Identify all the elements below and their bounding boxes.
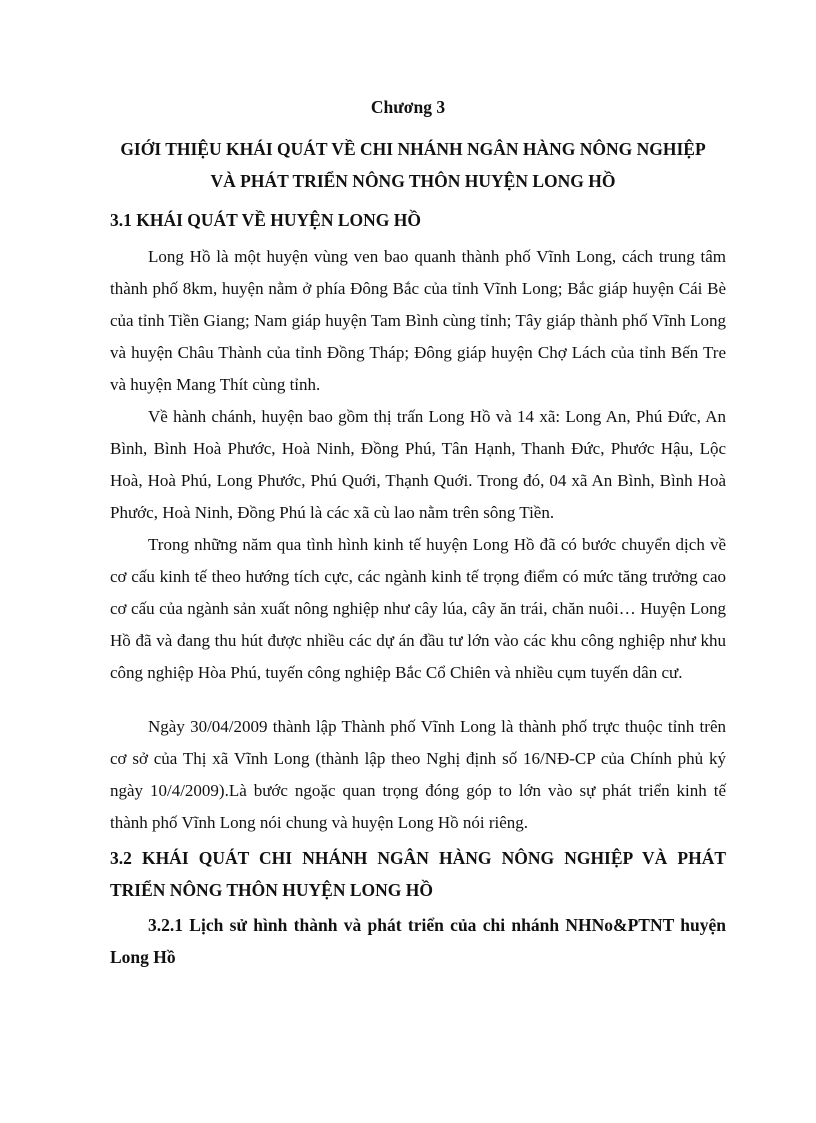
paragraph-location: Long Hồ là một huyện vùng ven bao quanh thành phố Vĩnh Long, cách trung tâm thành phố 8km, huyện nằm ở phía Đông Bắc của tỉnh Vĩnh Long; Bắc giáp huyện Cái Bè của tỉnh Tiền Giang; Nam giáp huyện Tam Bình cùng tỉnh; Tây giáp thành phố Vĩnh Long và huyện Châu Thành của tỉnh Đồng Tháp; Đông giáp huyện Chợ Lách của tỉnh Bến Tre và huyện Mang Thít cùng tỉnh. [110,247,726,394]
section-heading-3-1: 3.1 KHÁI QUÁT VỀ HUYỆN LONG HỒ [110,210,421,230]
paragraph-economy: Trong những năm qua tình hình kinh tế huyện Long Hồ đã có bước chuyển dịch về cơ cấu kinh tế theo hướng tích cực, các ngành kinh tế trọng điểm có mức tăng trưởng cao cơ cấu của ngành sản xuất nông nghiệp như cây lúa, cây ăn trái, chăn nuôi… Huyện Long Hồ đã và đang thu hút được nhiều các dự án đầu tư lớn vào các khu công nghiệp như khu công nghiệp Hòa Phú, tuyến công nghiệp Bắc Cổ Chiên và nhiều cụm tuyến dân cư. [110,535,726,682]
chapter-label: Chương 3 [370,97,446,117]
chapter-title: GIỚI THIỆU KHÁI QUÁT VỀ CHI NHÁNH NGÂN HÀNG NÔNG NGHIỆP VÀ PHÁT TRIỂN NÔNG THÔN HUYỆN LONG HỒ [120,139,706,191]
paragraph-city-founding: Ngày 30/04/2009 thành lập Thành phố Vĩnh Long là thành phố trực thuộc tỉnh trên cơ sở của Thị xã Vĩnh Long (thành lập theo Nghị định số 16/NĐ-CP của Chính phủ ký ngày 10/4/2009).Là bước ngoặc quan trọng đóng góp to lớn vào sự phát triển kinh tế thành phố Vĩnh Long nói chung và huyện Long Hồ nói riêng. [110,717,726,832]
paragraph-administration: Về hành chánh, huyện bao gồm thị trấn Long Hồ và 14 xã: Long An, Phú Đức, An Bình, Bình Hoà Phước, Hoà Ninh, Đồng Phú, Tân Hạnh, Thanh Đức, Phước Hậu, Lộc Hoà, Hoà Phú, Long Phước, Phú Quới, Thạnh Quới. Trong đó, 04 xã An Bình, Bình Hoà Phước, Hoà Ninh, Đồng Phú là các xã cù lao nằm trên sông Tiền. [110,407,726,522]
section-heading-3-2: 3.2 KHÁI QUÁT CHI NHÁNH NGÂN HÀNG NÔNG NGHIỆP VÀ PHÁT TRIỂN NÔNG THÔN HUYỆN LONG HỒ [110,848,726,900]
subsection-heading-3-2-1: 3.2.1 Lịch sử hình thành và phát triển của chi nhánh NHNo&PTNT huyện Long Hồ [110,915,726,967]
